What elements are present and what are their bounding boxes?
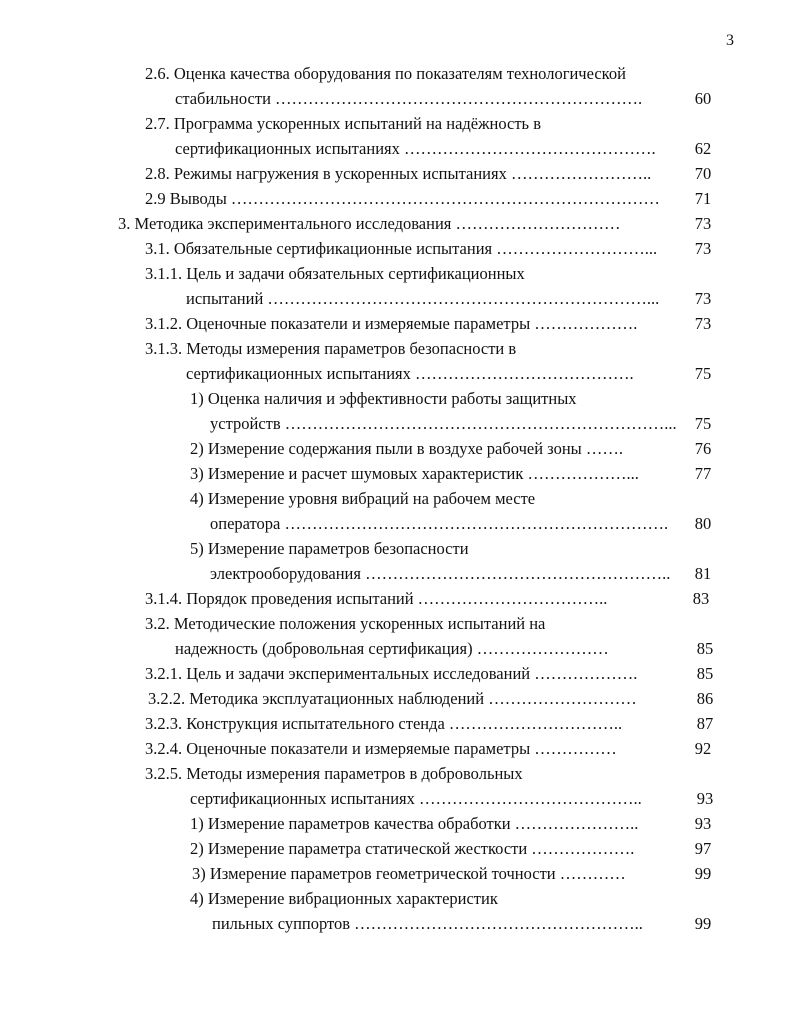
toc-text: 2) Измерение содержания пыли в воздухе рабочей зоны ……. xyxy=(190,439,623,458)
toc-page-number: 85 xyxy=(696,639,714,658)
toc-page-number: 99 xyxy=(694,864,712,883)
toc-text: 4) Измерение уровня вибраций на рабочем месте xyxy=(190,489,536,508)
toc-page-number: 77 xyxy=(694,464,712,483)
toc-text: 1) Измерение параметров качества обработки ………………….. xyxy=(190,814,639,833)
toc-line xyxy=(175,87,712,111)
toc-text: устройств ……………………………………………………………... xyxy=(210,414,677,433)
toc-line xyxy=(118,212,712,236)
toc-line xyxy=(190,537,469,561)
toc-text: стабильности …………………………………………………………. xyxy=(175,89,643,108)
toc-text: 3) Измерение и расчет шумовых характеристик ………………... xyxy=(190,464,639,483)
toc-line xyxy=(190,887,498,911)
toc-text: 4) Измерение вибрационных характеристик xyxy=(190,889,498,908)
toc-page-number: 62 xyxy=(694,139,712,158)
toc-text: 3.1.3. Методы измерения параметров безопасности в xyxy=(145,339,517,358)
toc-page-number: 86 xyxy=(696,689,714,708)
toc-page-number: 75 xyxy=(694,364,712,383)
toc-line xyxy=(145,337,516,361)
toc-text: 2.9 Выводы …………………………………………………………………… xyxy=(145,189,660,208)
toc-text: испытаний ……………………………………………………………... xyxy=(186,289,660,308)
toc-text: 3.1.2. Оценочные показатели и измеряемые параметры ………………. xyxy=(145,314,638,333)
toc-line xyxy=(145,312,712,336)
toc-line xyxy=(190,837,712,861)
toc-line xyxy=(145,737,712,761)
toc-line xyxy=(148,687,714,711)
toc-text: 3.2. Методические положения ускоренных испытаний на xyxy=(145,614,546,633)
toc-page-number: 97 xyxy=(694,839,712,858)
toc-page-number: 75 xyxy=(694,414,712,433)
toc-line xyxy=(192,862,712,886)
toc-line xyxy=(190,462,712,486)
toc-page-number: 93 xyxy=(696,789,714,808)
toc-line xyxy=(190,787,714,811)
toc-line xyxy=(190,387,577,411)
toc-text: надежность (добровольная сертификация) …………………… xyxy=(175,639,609,658)
toc-line xyxy=(210,512,712,536)
toc-page-number: 73 xyxy=(694,214,712,233)
toc-text: сертификационных испытаниях ………………………………….. xyxy=(190,789,642,808)
toc-text: 2) Измерение параметра статической жесткости ………………. xyxy=(190,839,635,858)
toc-line xyxy=(145,237,712,261)
toc-line xyxy=(145,612,545,636)
toc-text: 2.6. Оценка качества оборудования по показателям технологической xyxy=(145,64,626,83)
toc-page-number: 70 xyxy=(694,164,712,183)
toc-page-number: 71 xyxy=(694,189,712,208)
toc-text: 5) Измерение параметров безопасности xyxy=(190,539,469,558)
toc-page-number: 73 xyxy=(694,239,712,258)
toc-page-number: 81 xyxy=(694,564,712,583)
toc-text: 3.2.2. Методика эксплуатационных наблюдений ……………………… xyxy=(148,689,637,708)
toc-page-number: 73 xyxy=(694,289,712,308)
toc-line xyxy=(175,637,714,661)
toc-line xyxy=(145,112,541,136)
toc-line xyxy=(210,562,712,586)
toc-page-number: 85 xyxy=(696,664,714,683)
toc-line xyxy=(210,412,712,436)
toc-page-number: 92 xyxy=(694,739,712,758)
toc-text: 3.1.1. Цель и задачи обязательных сертификационных xyxy=(145,264,525,283)
toc-text: сертификационных испытаниях …………………………………. xyxy=(186,364,634,383)
toc-text: электрооборудования ……………………………………………….. xyxy=(210,564,671,583)
toc-page-number: 80 xyxy=(694,514,712,533)
toc-text: пильных суппортов …………………………………………….. xyxy=(212,914,643,933)
toc-line xyxy=(145,762,523,786)
toc-line xyxy=(190,487,535,511)
toc-text: 3.2.4. Оценочные показатели и измеряемые параметры …………… xyxy=(145,739,617,758)
toc-line xyxy=(186,287,712,311)
toc-line xyxy=(212,912,712,936)
toc-line xyxy=(145,62,626,86)
toc-page-number: 73 xyxy=(694,314,712,333)
toc-page-number: 76 xyxy=(694,439,712,458)
toc-text: 3.2.5. Методы измерения параметров в добровольных xyxy=(145,764,523,783)
toc-text: 3.2.3. Конструкция испытательного стенда ………………………….. xyxy=(145,714,623,733)
toc-page-number: 93 xyxy=(694,814,712,833)
toc-text: 3. Методика экспериментального исследования ………………………… xyxy=(118,214,621,233)
toc-page-number: 60 xyxy=(694,89,712,108)
toc-page-number: 99 xyxy=(694,914,712,933)
toc-line xyxy=(145,587,710,611)
toc-line xyxy=(145,162,712,186)
toc-text: 2.8. Режимы нагружения в ускоренных испытаниях …………………….. xyxy=(145,164,652,183)
toc-line xyxy=(145,712,714,736)
toc-line xyxy=(190,812,712,836)
toc-text: 3.2.1. Цель и задачи экспериментальных исследований ………………. xyxy=(145,664,638,683)
page-number: 3 xyxy=(726,32,734,49)
toc-line xyxy=(145,662,714,686)
toc-text: 3) Измерение параметров геометрической точности ………… xyxy=(192,864,626,883)
toc-text: 3.1. Обязательные сертификационные испытания ………………………... xyxy=(145,239,658,258)
toc-line xyxy=(175,137,712,161)
toc-line xyxy=(190,437,712,461)
toc-line xyxy=(186,362,712,386)
toc-page-number: 87 xyxy=(696,714,714,733)
toc-text: оператора ……………………………………………………………. xyxy=(210,514,669,533)
toc-text: 3.1.4. Порядок проведения испытаний …………………………….. xyxy=(145,589,608,608)
toc-text: сертификационных испытаниях ………………………………………. xyxy=(175,139,656,158)
toc-line xyxy=(145,262,525,286)
toc-line xyxy=(145,187,712,211)
toc-text: 1) Оценка наличия и эффективности работы защитных xyxy=(190,389,577,408)
toc-text: 2.7. Программа ускоренных испытаний на надёжность в xyxy=(145,114,541,133)
toc-page-number: 83 xyxy=(692,589,710,608)
